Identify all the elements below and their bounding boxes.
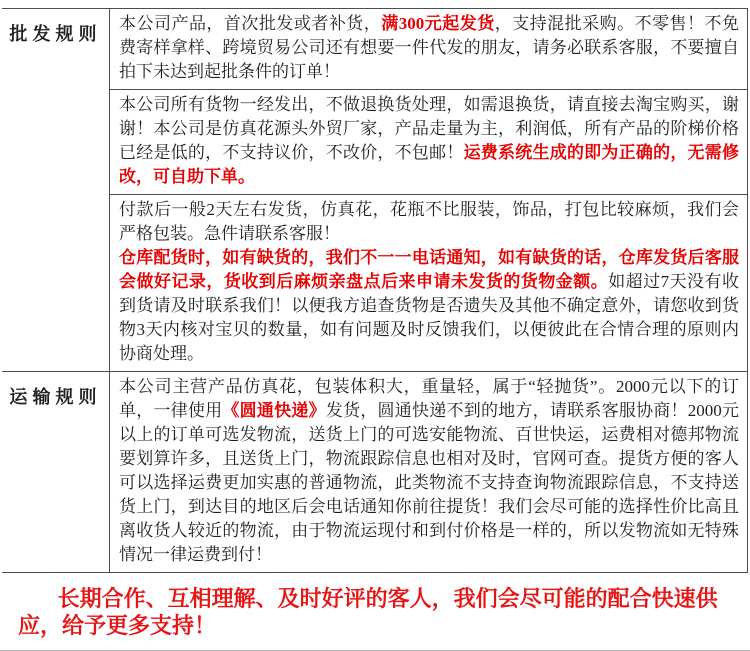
row-label-text: 批发规则 [9,24,102,44]
footer-notice [0,573,750,649]
wholesale-cell-no-returns [110,89,747,194]
shipping-content-column [110,372,747,572]
paragraph [119,246,739,366]
text-segment: 本公司主营产品仿真花，包装体积大，重量轻，属于“轻抛货”。2000元以下的订单，一律使用 [119,377,739,420]
row-label-shipping [2,372,110,572]
rules-table [2,8,748,573]
text-segment: 本公司所有货物一经发出，不做退换货处理，如需退换货，请直接去淘宝购买，谢谢！本公司是仿真花源头外贸厂家，产品走量为主，利润低，所有产品的阶梯价格已经是低的，不支持议价，不改价，不包邮！ [119,95,739,162]
text-segment: ，支持混批采购。不零售！不免费寄样拿样、跨境贸易公司还有想要一件代发的朋友，请务必联系客服，不要擅自拍下未达到起批条件的订单！ [119,14,740,81]
shipping-cell-logistics [110,372,747,572]
highlight-stock-shortage-note: 仓库配货时，如有缺货的，我们不一一电话通知，如有缺货的话，仓库发货后客服会做好记录，货收到后麻烦亲盘点后来申请未发货的货物金额。 [119,248,739,291]
text-segment: 本公司产品，首次批发或者补货， [119,14,382,33]
paragraph [119,198,739,246]
row-label-text: 运输规则 [9,387,102,407]
footer-notice-text: 长期合作、互相理解、及时好评的客人，我们会尽可能的配合快速供应，给予更多支持！ [18,586,718,638]
wholesale-cell-min-order [110,9,747,89]
wholesale-content-column [110,9,747,371]
highlight-shipping-fee-note: 运费系统生成的即为正确的，无需修改，可自助下单。 [119,143,740,186]
paragraph [119,375,739,567]
row-label-wholesale [2,9,110,371]
paragraph [119,12,739,84]
paragraph [119,93,739,189]
table-row-shipping [2,371,747,572]
text-segment: 付款后一般2天左右发货，仿真花，花瓶不比服装，饰品，打包比较麻烦，我们会严格包装。急件请联系客服！ [119,200,739,243]
text-segment: 发货，圆通快递不到的地方，请联系客服协商！2000元以上的订单可选发物流，送货上门的可选安能物流、百世快运，运费相对德邦物流要划算许多，且送货上门，物流跟踪信息也相对及时，官网可查。提货方便的客人可以选择运费更加实惠的普通物流，此类物流不支持查询物流跟踪信息，不支持送货上门，到达目的地区后会电话通知你前往提货！我们会尽可能的选择性价比高且离收货人较近的物流，由于物流运现付和到付价格是一样的，所以发物流如无特殊情况一律运费到付！ [119,401,740,564]
wholesale-cell-delivery-time [110,194,747,371]
text-segment: 如超过7天没有收到货请及时联系我们！以便我方追查货物是否遗失及其他不确定意外，请您收到货物3天内核对宝贝的数量，如有问题及时反馈我们，以便彼此在合情合理的原则内协商处理。 [119,272,740,363]
highlight-courier-name: 《圆通快递》 [222,401,326,420]
highlight-min-order-amount: 满300元起发货 [381,14,495,33]
table-row-wholesale [2,9,747,371]
